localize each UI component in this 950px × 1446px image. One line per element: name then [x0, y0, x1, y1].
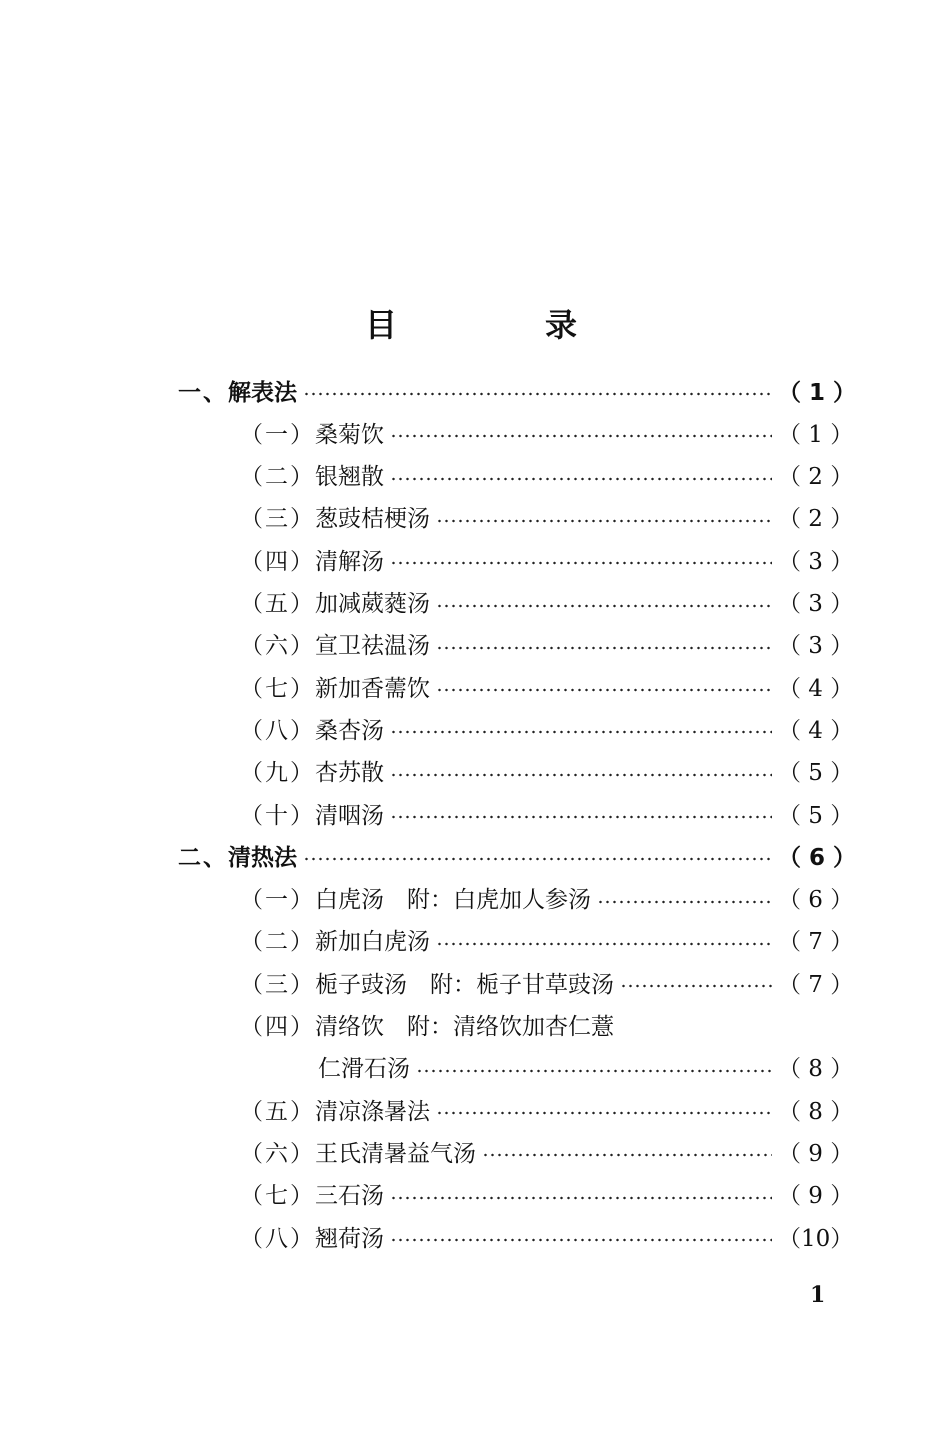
toc-page-number: （ 6 ） — [778, 844, 857, 871]
toc-entry-title: 杏苏散 — [315, 760, 384, 787]
toc-entry-number: （三） — [240, 971, 315, 998]
toc-entry-row — [0, 1174, 950, 1214]
toc-entry-number: （十） — [240, 802, 315, 829]
toc-page-number: （10） — [778, 1225, 854, 1252]
dot-leader — [482, 1153, 772, 1157]
toc-entry-row — [0, 793, 950, 833]
dot-leader — [390, 773, 772, 777]
toc-entry-title: 清热法 — [228, 844, 297, 871]
toc-page-number: （ 7 ） — [778, 971, 854, 998]
toc-entry-number: 一、 — [178, 379, 228, 406]
toc-entry-number: （八） — [240, 717, 315, 744]
toc-entry-row — [0, 624, 950, 664]
toc-entry-label — [240, 712, 384, 745]
toc-entry-label — [240, 754, 384, 787]
toc-entry-title: 白虎汤 附：白虎加人参汤 — [315, 887, 591, 914]
dot-leader — [390, 1196, 772, 1200]
toc-entry-row — [0, 666, 950, 706]
toc-entry-number: （三） — [240, 506, 315, 533]
toc-entry-title: 三石汤 — [315, 1183, 384, 1210]
toc-entry-number: （八） — [240, 1225, 315, 1252]
toc-entry-row — [0, 708, 950, 748]
toc-entry-number: （六） — [240, 633, 315, 660]
toc-entry-label — [240, 543, 384, 576]
toc-entry-number: （一） — [240, 887, 315, 914]
page-number: 1 — [810, 1282, 826, 1308]
toc-entry-label — [318, 1050, 410, 1083]
toc-entry-row — [0, 878, 950, 918]
toc-entry-title: 新加香薷饮 — [315, 675, 430, 702]
dot-leader — [436, 942, 772, 946]
toc-entry-label — [240, 1220, 384, 1253]
toc-entry-number: （二） — [240, 464, 315, 491]
toc-entry-row — [0, 1089, 950, 1129]
toc-entry-row — [0, 1131, 950, 1171]
toc-entry-row — [0, 497, 950, 537]
dot-leader — [390, 730, 772, 734]
toc-entry-title: 王氏清暑益气汤 — [315, 1140, 476, 1167]
dot-leader — [390, 434, 772, 438]
toc-entry-row — [0, 582, 950, 622]
toc-entry-label — [240, 500, 430, 533]
toc-entry-row — [0, 751, 950, 791]
toc-entry-title: 加减葳蕤汤 — [315, 591, 430, 617]
dot-leader — [303, 392, 772, 396]
toc-entry-number: （七） — [240, 675, 315, 702]
toc-entry-title: 解表法 — [228, 379, 297, 406]
toc-entry-number: （四） — [240, 1014, 315, 1040]
toc-entry-row — [0, 962, 950, 1002]
toc-entry-title: 翘荷汤 — [315, 1225, 384, 1252]
dot-leader — [436, 519, 772, 523]
toc-entry-title: 清咽汤 — [315, 802, 384, 829]
dot-leader — [416, 1069, 772, 1073]
toc-entry-row — [0, 455, 950, 495]
toc-page-number: （ 4 ） — [778, 675, 854, 702]
dot-leader — [597, 900, 772, 904]
dot-leader — [390, 815, 772, 819]
toc-page-number: （ 1 ） — [778, 421, 854, 448]
dot-leader — [436, 646, 772, 650]
toc-entry-number: 二、 — [178, 844, 228, 871]
toc-page-number: （ 7 ） — [778, 929, 854, 956]
toc-page-number: （ 3 ） — [778, 548, 854, 575]
dot-leader — [436, 688, 772, 692]
toc-entry-label — [178, 374, 297, 407]
toc-entry-label — [240, 416, 384, 449]
toc-entry-number: （五） — [240, 591, 315, 617]
toc-entry-row — [0, 1005, 950, 1045]
toc-entry-label — [240, 670, 430, 703]
toc-page-number: （ 8 ） — [778, 1056, 854, 1083]
toc-entry-title: 清凉涤暑法 — [315, 1098, 430, 1125]
toc-page-number: （ 3 ） — [778, 591, 854, 617]
toc-entry-row — [0, 1047, 950, 1087]
toc-page-number: （ 5 ） — [778, 802, 854, 829]
toc-entry-row — [0, 412, 950, 452]
toc-page-number: （ 8 ） — [778, 1098, 854, 1125]
toc-entry-title: 栀子豉汤 附：栀子甘草豉汤 — [315, 971, 614, 998]
toc-page-number: （ 3 ） — [778, 633, 854, 660]
toc-entry-number: （五） — [240, 1098, 315, 1125]
toc-entry-label — [240, 585, 430, 618]
dot-leader — [390, 1238, 772, 1242]
toc-entry-label — [240, 1135, 476, 1168]
toc-page-number: （ 6 ） — [778, 887, 854, 914]
toc-entry-number: （二） — [240, 929, 315, 956]
toc-entry-title: 仁滑石汤 — [318, 1056, 410, 1083]
toc-entry-number: （六） — [240, 1140, 315, 1167]
dot-leader — [436, 1111, 772, 1115]
toc-entry-label — [240, 881, 591, 914]
toc-entry-title: 宣卫祛温汤 — [315, 633, 430, 660]
dot-leader — [390, 477, 772, 481]
dot-leader — [436, 604, 772, 608]
toc-entry-title: 清络饮 附：清络饮加杏仁薏 — [315, 1014, 614, 1040]
toc-entry-title: 银翘散 — [315, 464, 384, 491]
toc-entry-title: 新加白虎汤 — [315, 929, 430, 956]
page-title: 目 录 — [364, 306, 635, 344]
toc-page-number: （ 9 ） — [778, 1140, 854, 1167]
toc-page-number: （ 2 ） — [778, 506, 854, 533]
toc-entry-number: （九） — [240, 760, 315, 787]
toc-entry-number: （四） — [240, 548, 315, 575]
dot-leader — [620, 984, 772, 988]
toc-entry-row — [0, 1216, 950, 1256]
toc-entry-label — [240, 1177, 384, 1210]
toc-entry-label — [240, 627, 430, 660]
toc-entry-label — [240, 458, 384, 491]
toc-chapter-row — [0, 370, 950, 410]
toc-page-number: （ 2 ） — [778, 464, 854, 491]
dot-leader — [303, 857, 772, 861]
toc-entry-title: 清解汤 — [315, 548, 384, 575]
toc-entry-number: （七） — [240, 1183, 315, 1210]
dot-leader — [390, 561, 772, 565]
toc-chapter-row — [0, 835, 950, 875]
toc-page-number: （ 5 ） — [778, 760, 854, 787]
toc-entry-label — [178, 839, 297, 872]
toc-page-number: （ 1 ） — [778, 379, 857, 406]
toc-entry-number: （一） — [240, 421, 315, 448]
toc-page-number: （ 4 ） — [778, 717, 854, 744]
toc-page-number: （ 9 ） — [778, 1183, 854, 1210]
toc-entry-label — [240, 966, 614, 999]
toc-entry-label — [240, 1008, 614, 1041]
toc-entry-label — [240, 797, 384, 830]
toc-entry-title: 葱豉桔梗汤 — [315, 506, 430, 533]
toc-entry-label — [240, 923, 430, 956]
toc-entry-label — [240, 1093, 430, 1126]
toc-entry-row — [0, 539, 950, 579]
toc-entry-title: 桑菊饮 — [315, 421, 384, 448]
toc-entry-title: 桑杏汤 — [315, 717, 384, 744]
toc-entry-row — [0, 920, 950, 960]
